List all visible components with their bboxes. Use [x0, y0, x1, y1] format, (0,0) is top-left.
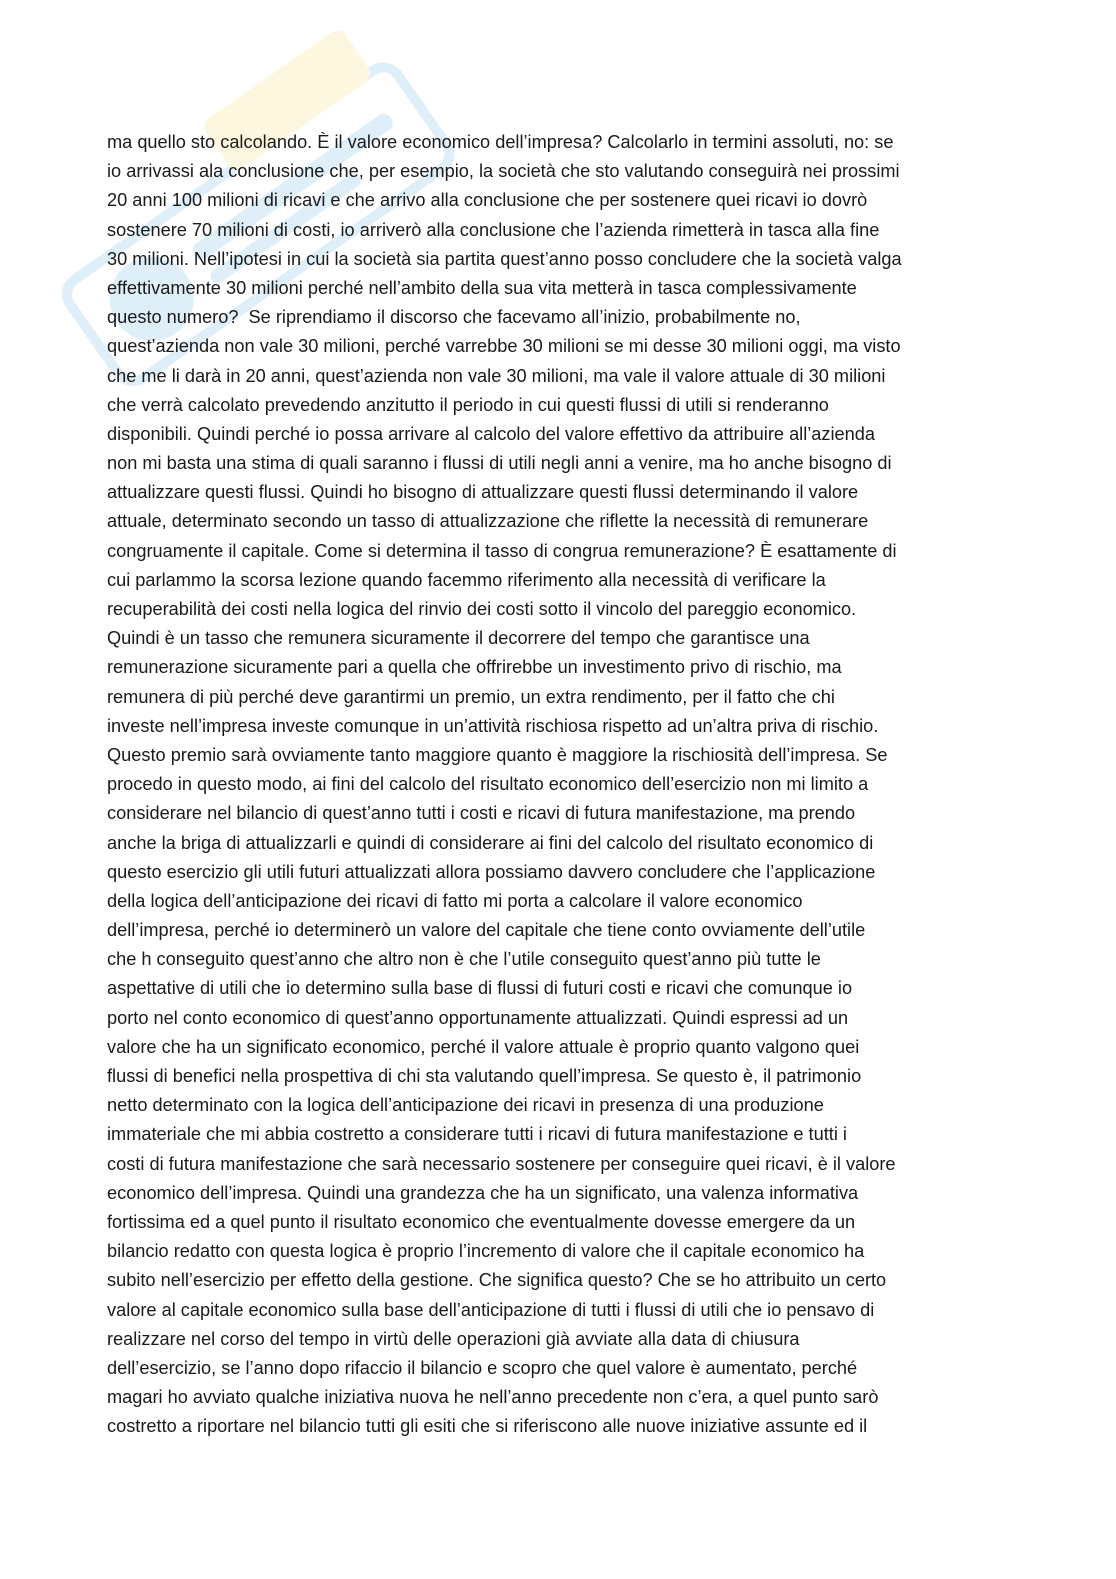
body-text — [107, 128, 1007, 1441]
text-line: 30 milioni. Nell’ipotesi in cui la società sia partita quest’anno posso concludere che la società valga — [107, 248, 902, 269]
text-line: congruamente il capitale. Come si determina il tasso di congrua remunerazione? È esattamente di — [107, 540, 897, 561]
text-line: recuperabilità dei costi nella logica del rinvio dei costi sotto il vincolo del pareggio economico. — [107, 599, 857, 619]
text-line: bilancio redatto con questa logica è proprio l’incremento di valore che il capitale economico ha — [107, 1241, 865, 1262]
text-line: dell’impresa, perché io determinerò un valore del capitale che tiene conto ovviamente dell’utile — [107, 920, 866, 941]
text-line: valore al capitale economico sulla base dell’anticipazione di tutti i flussi di utili che io pensavo di — [107, 1299, 875, 1320]
text-line: io arrivassi ala conclusione che, per esempio, la società che sto valutando conseguirà nei prossimi — [107, 161, 900, 182]
text-line: cui parlammo la scorsa lezione quando facemmo riferimento alla necessità di verificare la — [107, 569, 826, 590]
text-line: questo esercizio gli utili futuri attualizzati allora possiamo davvero concludere che l’applicazione — [107, 861, 876, 882]
text-line: che me li darà in 20 anni, quest’azienda non vale 30 milioni, ma vale il valore attuale di 30 milioni — [107, 365, 886, 386]
text-line: valore che ha un significato economico, perché il valore attuale è proprio quanto valgono quei — [107, 1036, 860, 1057]
text-line: porto nel conto economico di quest’anno opportunamente attualizzati. Quindi espressi ad un — [107, 1007, 849, 1028]
text-line: che h conseguito quest’anno che altro non è che l’utile conseguito quest’anno più tutte le — [107, 949, 821, 970]
text-line: quest’azienda non vale 30 milioni, perché varrebbe 30 milioni se mi desse 30 milioni oggi, ma visto — [107, 336, 901, 357]
text-line: effettivamente 30 milioni perché nell’ambito della sua vita metterà in tasca complessivamente — [107, 277, 857, 298]
text-line: magari ho avviato qualche iniziativa nuova he nell’anno precedente non c’era, a quel punto sarò — [107, 1387, 879, 1408]
text-line: Questo premio sarà ovviamente tanto maggiore quanto è maggiore la rischiosità dell’impresa. Se — [107, 744, 888, 765]
text-line: immateriale che mi abbia costretto a considerare tutti i ricavi di futura manifestazione e tutti i — [107, 1124, 847, 1145]
text-line: economico dell’impresa. Quindi una grandezza che ha un significato, una valenza informativa — [107, 1182, 859, 1203]
text-line: considerare nel bilancio di quest’anno tutti i costi e ricavi di futura manifestazione, ma prendo — [107, 803, 856, 824]
text-line: remunera di più perché deve garantirmi un premio, un extra rendimento, per il fatto che chi — [107, 686, 835, 707]
text-line: ma quello sto calcolando. È il valore economico dell’impresa? Calcolarlo in termini assoluti, no: se — [107, 132, 894, 152]
text-line: dell’esercizio, se l’anno dopo rifaccio il bilancio e scopro che quel valore è aumentato, perché — [107, 1357, 858, 1378]
text-line: remunerazione sicuramente pari a quella che offrirebbe un investimento privo di rischio, ma — [107, 657, 842, 678]
text-line: disponibili. Quindi perché io possa arrivare al calcolo del valore effettivo da attribuire all’azienda — [107, 423, 876, 444]
text-line: attuale, determinato secondo un tasso di attualizzazione che riflette la necessità di remunerare — [107, 511, 869, 532]
text-line: questo numero? Se riprendiamo il discorso che facevamo all’inizio, probabilmente no, — [107, 307, 801, 328]
text-line: che verrà calcolato prevedendo anzitutto il periodo in cui questi flussi di utili si renderanno — [107, 394, 829, 415]
text-line: 20 anni 100 milioni di ricavi e che arrivo alla conclusione che per sostenere quei ricavi io dovrò — [107, 190, 868, 211]
text-line: procedo in questo modo, ai fini del calcolo del risultato economico dell’esercizio non mi limito a — [107, 774, 869, 795]
text-line: della logica dell’anticipazione dei ricavi di fatto mi porta a calcolare il valore economico — [107, 890, 803, 911]
text-line: fortissima ed a quel punto il risultato economico che eventualmente dovesse emergere da un — [107, 1211, 856, 1232]
text-line: investe nell’impresa investe comunque in un’attività rischiosa rispetto ad un’altra priva di rischio. — [107, 715, 879, 736]
text-line: netto determinato con la logica dell’anticipazione dei ricavi in presenza di una produzione — [107, 1095, 824, 1116]
text-line: Quindi è un tasso che remunera sicuramente il decorrere del tempo che garantisce una — [107, 628, 810, 649]
text-line: sostenere 70 milioni di costi, io arriverò alla conclusione che l’azienda rimetterà in tasca alla fine — [107, 219, 880, 240]
text-line: anche la briga di attualizzarli e quindi di considerare ai fini del calcolo del risultato economico di — [107, 832, 874, 853]
text-line: flussi di benefici nella prospettiva di chi sta valutando quell’impresa. Se questo è, il patrimonio — [107, 1066, 862, 1086]
text-line: costi di futura manifestazione che sarà necessario sostenere per conseguire quei ricavi, è il valore — [107, 1153, 896, 1174]
text-line: realizzare nel corso del tempo in virtù delle operazioni già avviate alla data di chiusura — [107, 1328, 800, 1349]
text-line: aspettative di utili che io determino sulla base di flussi di futuri costi e ricavi che comunque io — [107, 978, 853, 999]
text-line: non mi basta una stima di quali saranno i flussi di utili negli anni a venire, ma ho anche bisogno di — [107, 453, 892, 474]
text-line: costretto a riportare nel bilancio tutti gli esiti che si riferiscono alle nuove iniziative assunte ed il — [107, 1416, 868, 1437]
text-line: attualizzare questi flussi. Quindi ho bisogno di attualizzare questi flussi determinando il valore — [107, 482, 859, 503]
text-line: subito nell’esercizio per effetto della gestione. Che significa questo? Che se ho attribuito un certo — [107, 1270, 887, 1291]
